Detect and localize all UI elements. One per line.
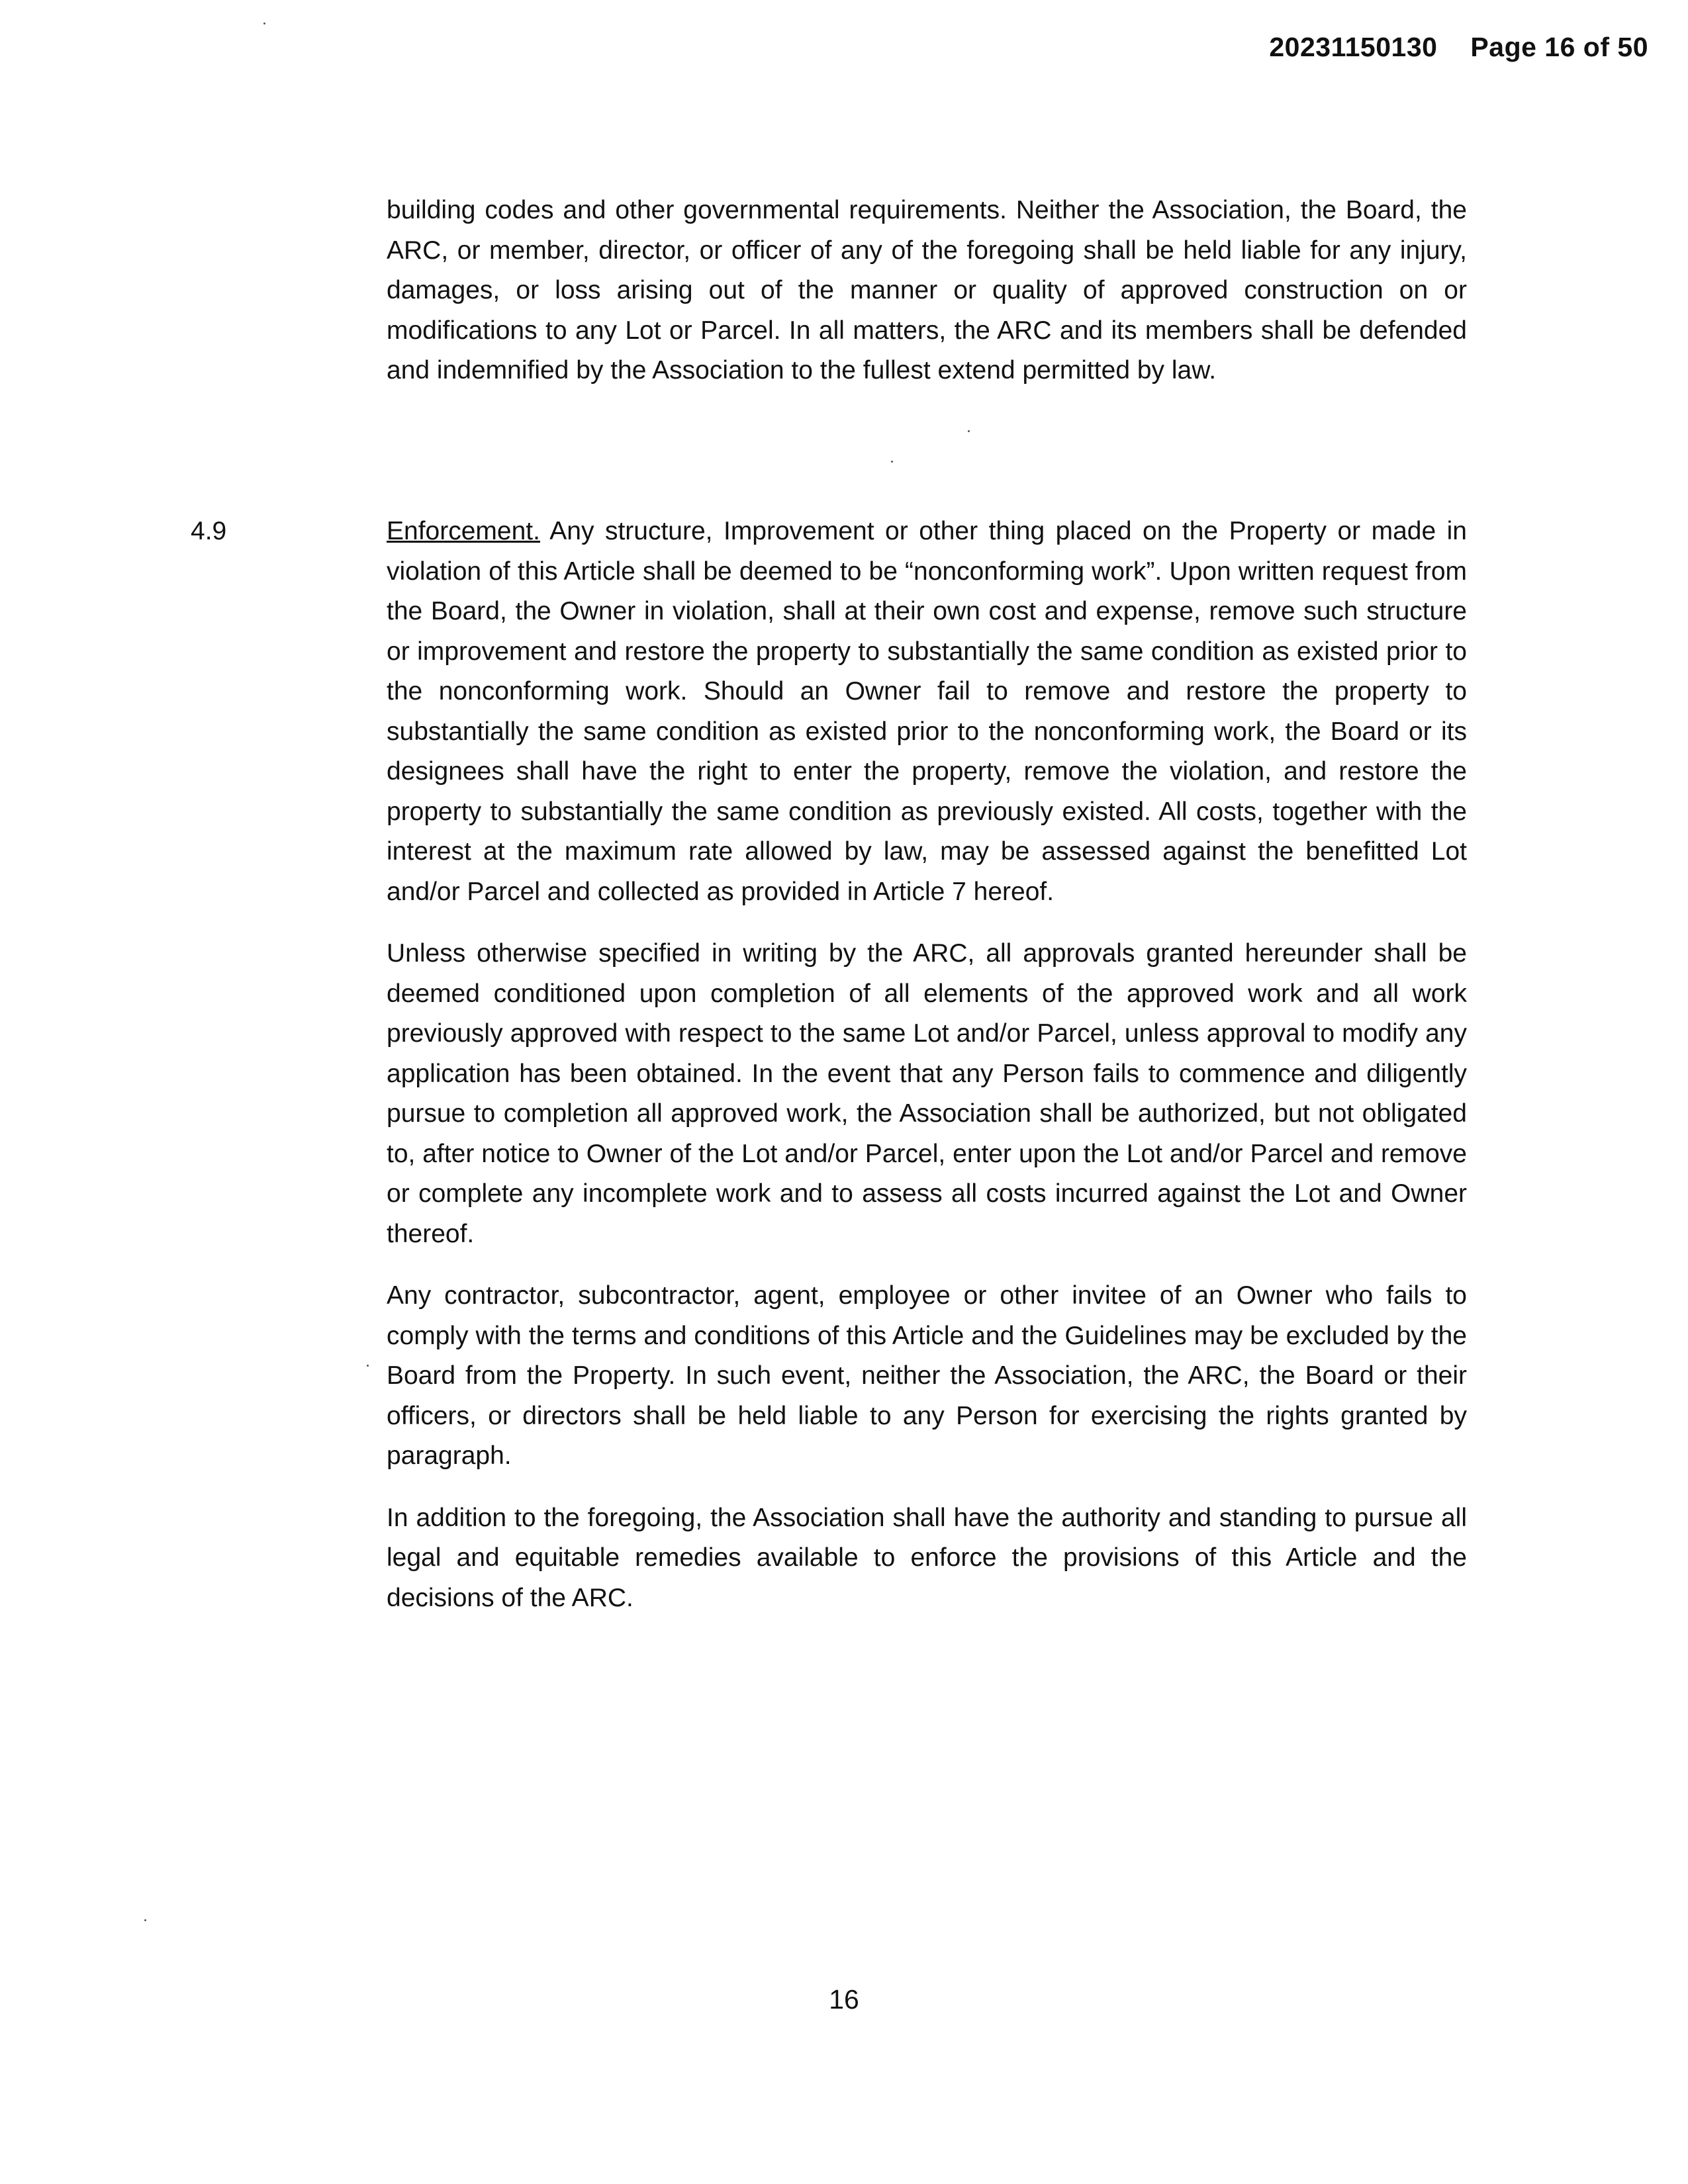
document-number: 20231150130 <box>1269 32 1438 62</box>
scan-speck <box>891 461 893 463</box>
page-label: Page 16 of 50 <box>1470 32 1648 62</box>
section-paragraph-2: Unless otherwise specified in writing by the ARC, all approvals granted hereunder shall be deemed conditioned upon completion of all elements of the approved work and all work previously approved with respect to the same Lot and/or Parcel, unless approval to modify any application has been obtained. In the event that any Person fails to commence and diligently pursue to completion all approved work, the Association shall be authorized, but not obligated to, after notice to Owner of the Lot and/or Parcel, enter upon the Lot and/or Parcel and remove or complete any incomplete work and to assess all costs incurred against the Lot and Owner thereof. <box>387 939 1467 1248</box>
continuation-paragraph: building codes and other governmental requirements. Neither the Association, the Board, the ARC, or member, director, or officer of any of the foregoing shall be held liable for any injury, damages, or loss arising out of the manner or quality of approved construction on or modifications to any Lot or Parcel. In all matters, the ARC and its members shall be defended and indemnified by the Association to the fullest extend permitted by law. <box>387 196 1467 385</box>
scan-speck <box>144 1919 146 1921</box>
section-paragraph-1-text: Any structure, Improvement or other thing placed on the Property or made in violation of this Article shall be deemed to be “nonconforming work”. Upon written request from the Board, the Owner in violation, shall at their own cost and expense, remove such structure or improvement and restore the property to substantially the same condition as existed prior to the nonconforming work. Should an Owner fail to remove and restore the property to substantially the same condition as existed prior to the nonconforming work, the Board or its designees shall have the right to enter the property, remove the violation, and restore the property to substantially the same condition as previously existed. All costs, together with the interest at the maximum rate allowed by law, may be assessed against the benefitted Lot and/or Parcel and collected as provided in Article 7 hereof. <box>387 517 1467 906</box>
section-paragraph-1 <box>387 512 1467 912</box>
footer-page-number: 16 <box>829 1984 859 2015</box>
continuation-block <box>387 191 1467 413</box>
scan-speck <box>263 23 265 24</box>
section-number: 4.9 <box>191 517 227 545</box>
section-enforcement <box>387 512 1467 1640</box>
scan-speck <box>367 1365 369 1367</box>
page-header <box>1269 32 1648 63</box>
page-footer <box>0 1984 1688 2015</box>
section-heading: Enforcement. <box>387 517 540 545</box>
section-paragraph-3: Any contractor, subcontractor, agent, employee or other invitee of an Owner who fails to comply with the terms and conditions of this Article and the Guidelines may be excluded by the Board from the Property. In such event, neither the Association, the ARC, the Board or their officers, or directors shall be held liable to any Person for exercising the rights granted by paragraph. <box>387 1281 1467 1470</box>
scan-speck <box>968 430 970 432</box>
section-paragraph-4: In addition to the foregoing, the Association shall have the authority and standing to pursue all legal and equitable remedies available to enforce the provisions of this Article and the decisions of the ARC. <box>387 1503 1467 1612</box>
